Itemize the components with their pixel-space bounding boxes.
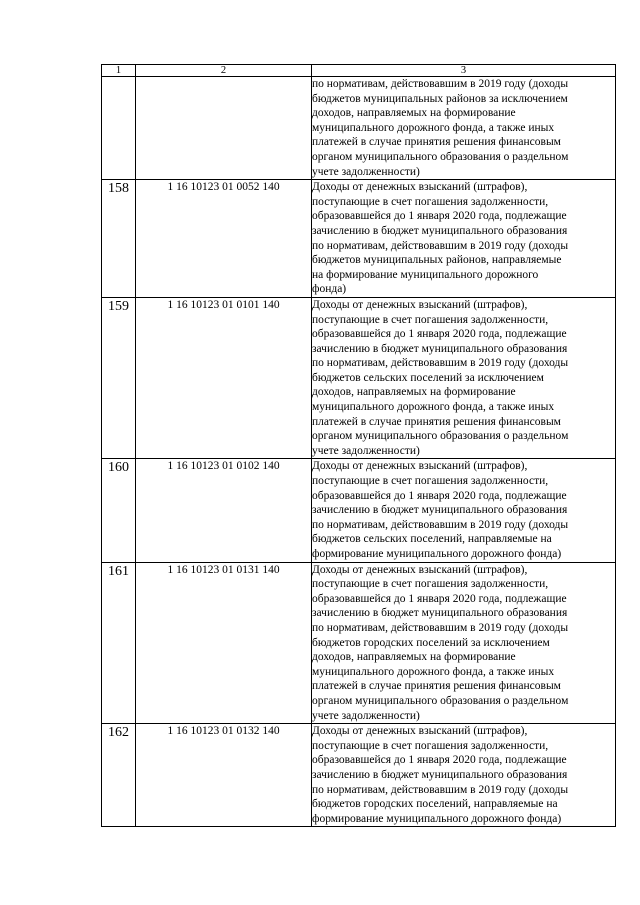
description-line: фонда) <box>312 283 347 296</box>
table-row <box>102 459 616 562</box>
description-line: доходов, направляемых на формирование <box>312 651 516 664</box>
description-line: Доходы от денежных взысканий (штрафов), <box>312 181 528 194</box>
description-line: Доходы от денежных взысканий (штрафов), <box>312 298 528 311</box>
description-line: зачислению в бюджет муниципального образования <box>312 768 568 781</box>
description-line: бюджетов сельских поселений за исключением <box>312 371 544 384</box>
description-line: органом муниципального образования о раздельном <box>312 430 569 443</box>
description-line: образовавшейся до 1 января 2020 года, подлежащие <box>312 754 567 767</box>
description-line: платежей в случае принятия решения финансовым <box>312 415 561 428</box>
row-description <box>312 562 616 724</box>
table-row <box>102 77 616 180</box>
description-line: по нормативам, действовавшим в 2019 году (доходы <box>312 518 569 531</box>
description-line: учете задолженности) <box>312 444 420 457</box>
description-line: бюджетов сельских поселений, направляемые на <box>312 533 552 546</box>
row-number: 160 <box>102 459 136 562</box>
table-row <box>102 562 616 724</box>
description-line: зачислению в бюджет муниципального образования <box>312 504 568 517</box>
description-line: поступающие в счет погашения задолженности, <box>312 195 549 208</box>
row-number: 162 <box>102 724 136 827</box>
row-code: 1 16 10123 01 0052 140 <box>136 180 312 298</box>
description-line: бюджетов муниципальных районов, направляемые <box>312 254 562 267</box>
description-line: зачислению в бюджет муниципального образования <box>312 607 568 620</box>
description-line: формирование муниципального дорожного фонда) <box>312 812 562 825</box>
description-line: зачислению в бюджет муниципального образования <box>312 342 568 355</box>
revenue-codes-table <box>101 64 616 827</box>
row-number <box>102 77 136 180</box>
description-line: платежей в случае принятия решения финансовым <box>312 680 561 693</box>
description-line: по нормативам, действовавшим в 2019 году (доходы <box>312 783 569 796</box>
description-line: бюджетов городских поселений, направляемые на <box>312 798 558 811</box>
description-line: бюджетов муниципальных районов за исключением <box>312 92 568 105</box>
row-description <box>312 724 616 827</box>
description-line: по нормативам, действовавшим в 2019 году (доходы <box>312 239 569 252</box>
description-line: Доходы от денежных взысканий (штрафов), <box>312 563 528 576</box>
row-description <box>312 459 616 562</box>
description-line: доходов, направляемых на формирование <box>312 386 516 399</box>
row-number: 158 <box>102 180 136 298</box>
header-col-1: 1 <box>102 65 136 77</box>
row-code <box>136 77 312 180</box>
description-line: зачислению в бюджет муниципального образования <box>312 224 568 237</box>
description-line: по нормативам, действовавшим в 2019 году (доходы <box>312 357 569 370</box>
row-code: 1 16 10123 01 0132 140 <box>136 724 312 827</box>
description-line: формирование муниципального дорожного фонда) <box>312 548 562 560</box>
description-line: образовавшейся до 1 января 2020 года, подлежащие <box>312 592 567 605</box>
table-row <box>102 180 616 298</box>
description-line: платежей в случае принятия решения финансовым <box>312 136 561 149</box>
table-header-row <box>102 65 616 77</box>
description-line: на формирование муниципального дорожного <box>312 268 539 281</box>
row-description <box>312 77 616 180</box>
description-line: образовавшейся до 1 января 2020 года, подлежащие <box>312 489 567 502</box>
description-line: поступающие в счет погашения задолженности, <box>312 313 549 326</box>
row-number: 161 <box>102 562 136 724</box>
description-line: по нормативам, действовавшим в 2019 году (доходы <box>312 78 569 90</box>
row-description <box>312 297 616 459</box>
description-line: муниципального дорожного фонда, а также иных <box>312 665 555 678</box>
description-line: муниципального дорожного фонда, а также иных <box>312 121 555 134</box>
description-line: органом муниципального образования о раздельном <box>312 694 569 707</box>
description-line: образовавшейся до 1 января 2020 года, подлежащие <box>312 210 567 223</box>
description-line: учете задолженности) <box>312 709 420 722</box>
row-number: 159 <box>102 297 136 459</box>
row-code: 1 16 10123 01 0101 140 <box>136 297 312 459</box>
description-line: бюджетов городских поселений за исключением <box>312 636 550 649</box>
description-line: по нормативам, действовавшим в 2019 году (доходы <box>312 621 569 634</box>
table-row <box>102 297 616 459</box>
header-col-2: 2 <box>136 65 312 77</box>
description-line: доходов, направляемых на формирование <box>312 107 516 120</box>
description-line: поступающие в счет погашения задолженности, <box>312 475 549 488</box>
description-line: образовавшейся до 1 января 2020 года, подлежащие <box>312 328 567 341</box>
row-code: 1 16 10123 01 0131 140 <box>136 562 312 724</box>
row-code: 1 16 10123 01 0102 140 <box>136 459 312 562</box>
description-line: поступающие в счет погашения задолженности, <box>312 739 549 752</box>
row-description <box>312 180 616 298</box>
description-line: Доходы от денежных взысканий (штрафов), <box>312 460 528 473</box>
description-line: учете задолженности) <box>312 165 420 178</box>
description-line: поступающие в счет погашения задолженности, <box>312 578 549 591</box>
description-line: Доходы от денежных взысканий (штрафов), <box>312 725 528 738</box>
table-row <box>102 724 616 827</box>
description-line: органом муниципального образования о раздельном <box>312 150 569 163</box>
description-line: муниципального дорожного фонда, а также иных <box>312 401 555 414</box>
header-col-3: 3 <box>312 65 616 77</box>
